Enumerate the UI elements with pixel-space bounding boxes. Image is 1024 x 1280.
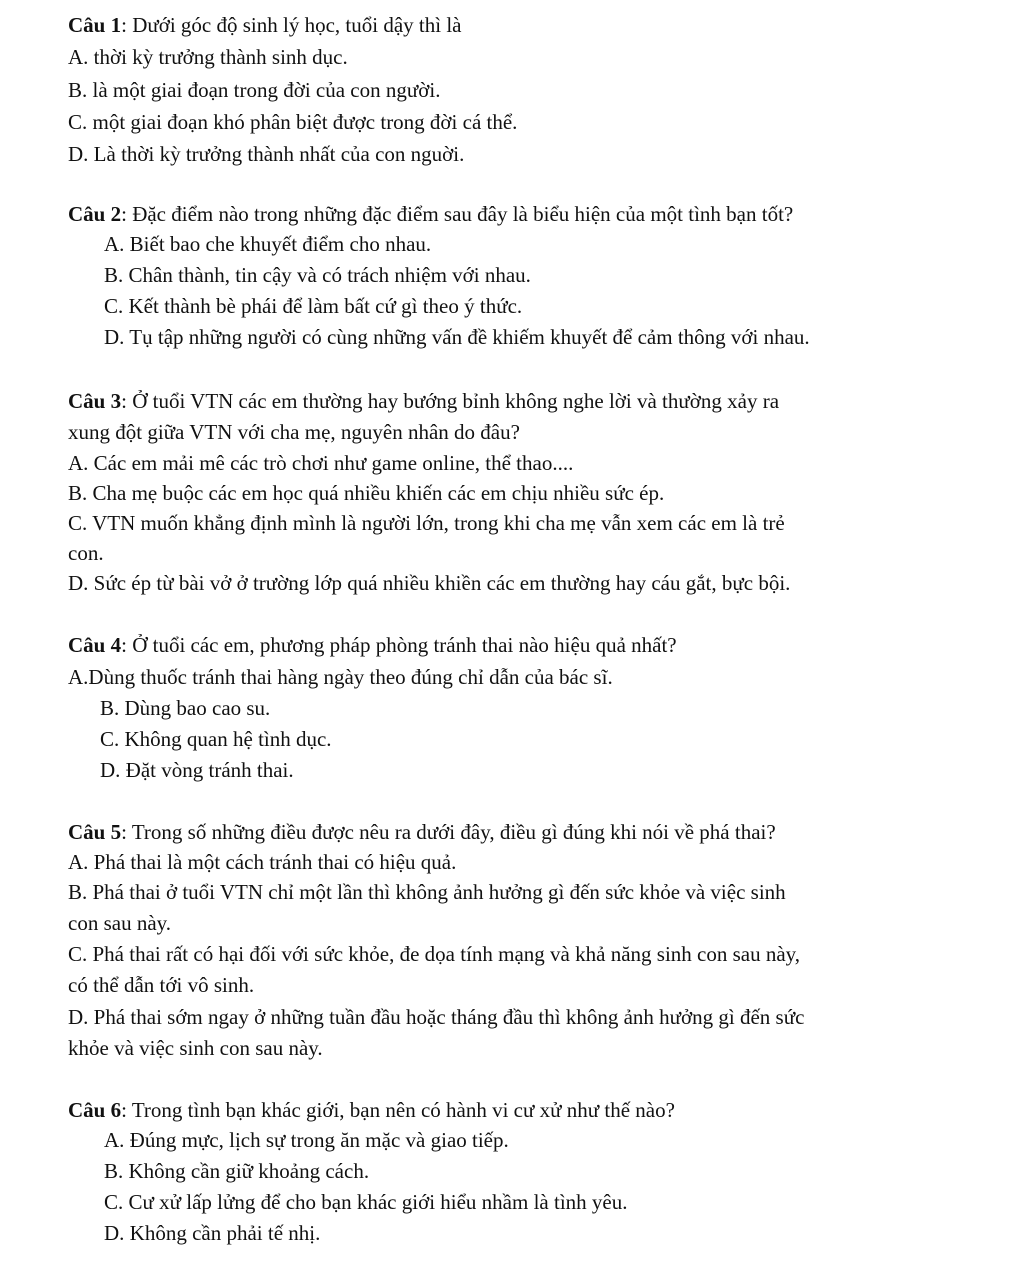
question-2-title	[68, 200, 793, 228]
question-5-title	[68, 818, 776, 846]
question-1-option-d: D. Là thời kỳ trưởng thành nhất của con nguời.	[68, 142, 465, 166]
question-2-option-b: B. Chân thành, tin cậy và có trách nhiệm với nhau.	[104, 263, 531, 287]
question-5-option-b: B. Phá thai ở tuổi VTN chỉ một lần thì không ảnh hưởng gì đến sức khỏe và việc sinh	[68, 880, 786, 904]
question-2-option-d: D. Tụ tập những người có cùng những vấn đề khiếm khuyết để cảm thông với nhau.	[104, 325, 810, 349]
question-5-label: Câu 5	[68, 820, 122, 844]
question-1-label: Câu 1	[68, 13, 122, 37]
question-4-title	[68, 631, 677, 659]
question-4-label: Câu 4	[68, 633, 122, 657]
question-5-option-c-cont: có thể dẫn tới vô sinh.	[68, 973, 255, 997]
question-4-option-d: D. Đặt vòng tránh thai.	[100, 758, 294, 782]
question-3-title	[68, 387, 779, 415]
question-5-option-c: C. Phá thai rất có hại đối với sức khỏe, đe dọa tính mạng và khả năng sinh con sau này,	[68, 942, 801, 966]
question-6-option-a: A. Đúng mực, lịch sự trong ăn mặc và giao tiếp.	[104, 1128, 509, 1152]
question-2-label: Câu 2	[68, 202, 122, 226]
question-3-label: Câu 3	[68, 389, 122, 413]
question-3-title-cont: xung đột giữa VTN với cha mẹ, nguyên nhân do đâu?	[68, 420, 520, 444]
question-6-title	[68, 1096, 675, 1124]
question-1-option-a: A. thời kỳ trưởng thành sinh dục.	[68, 45, 348, 69]
question-6-option-c: C. Cư xử lấp lửng để cho bạn khác giới hiểu nhầm là tình yêu.	[104, 1190, 628, 1214]
question-1-option-c: C. một giai đoạn khó phân biệt được trong đời cá thể.	[68, 110, 518, 134]
question-3-text: : Ở tuổi VTN các em thường hay bướng bỉnh không nghe lời và thường xảy ra	[121, 389, 780, 413]
question-1-option-b: B. là một giai đoạn trong đời của con người.	[68, 78, 441, 102]
question-3-option-b: B. Cha mẹ buộc các em học quá nhiều khiến các em chịu nhiều sức ép.	[68, 481, 665, 505]
question-6-text: : Trong tình bạn khác giới, bạn nên có hành vi cư xử như thế nào?	[121, 1098, 675, 1122]
question-4-option-a: A.Dùng thuốc tránh thai hàng ngày theo đúng chỉ dẫn của bác sĩ.	[68, 665, 613, 689]
question-6-option-d: D. Không cần phải tế nhị.	[104, 1221, 321, 1245]
question-1-title	[68, 11, 461, 39]
question-5-option-a: A. Phá thai là một cách tránh thai có hiệu quả.	[68, 850, 457, 874]
question-3-option-c-cont: con.	[68, 541, 104, 565]
question-3-option-a: A. Các em mải mê các trò chơi như game online, thể thao....	[68, 451, 574, 475]
question-4-option-b: B. Dùng bao cao su.	[100, 696, 271, 720]
question-5-text: : Trong số những điều được nêu ra dưới đây, điều gì đúng khi nói về phá thai?	[121, 820, 776, 844]
question-2-text: : Đặc điểm nào trong những đặc điểm sau đây là biểu hiện của một tình bạn tốt?	[121, 202, 794, 226]
question-5-option-b-cont: con sau này.	[68, 911, 172, 935]
question-4-option-c: C. Không quan hệ tình dục.	[100, 727, 332, 751]
question-6-option-b: B. Không cần giữ khoảng cách.	[104, 1159, 370, 1183]
question-5-option-d-cont: khỏe và việc sinh con sau này.	[68, 1036, 323, 1060]
question-1-text: : Dưới góc độ sinh lý học, tuổi dậy thì là	[121, 13, 462, 37]
question-2-option-c: C. Kết thành bè phái để làm bất cứ gì theo ý thức.	[104, 294, 523, 318]
question-5-option-d: D. Phá thai sớm ngay ở những tuần đầu hoặc tháng đầu thì không ảnh hưởng gì đến sức	[68, 1005, 805, 1029]
question-2-option-a: A. Biết bao che khuyết điểm cho nhau.	[104, 232, 432, 256]
question-6-label: Câu 6	[68, 1098, 122, 1122]
question-3-option-d: D. Sức ép từ bài vở ở trường lớp quá nhiều khiền các em thường hay cáu gắt, bực bội.	[68, 571, 791, 595]
question-3-option-c: C. VTN muốn khẳng định mình là người lớn, trong khi cha mẹ vẫn xem các em là trẻ	[68, 511, 785, 535]
question-4-text: : Ở tuổi các em, phương pháp phòng tránh thai nào hiệu quả nhất?	[121, 633, 677, 657]
